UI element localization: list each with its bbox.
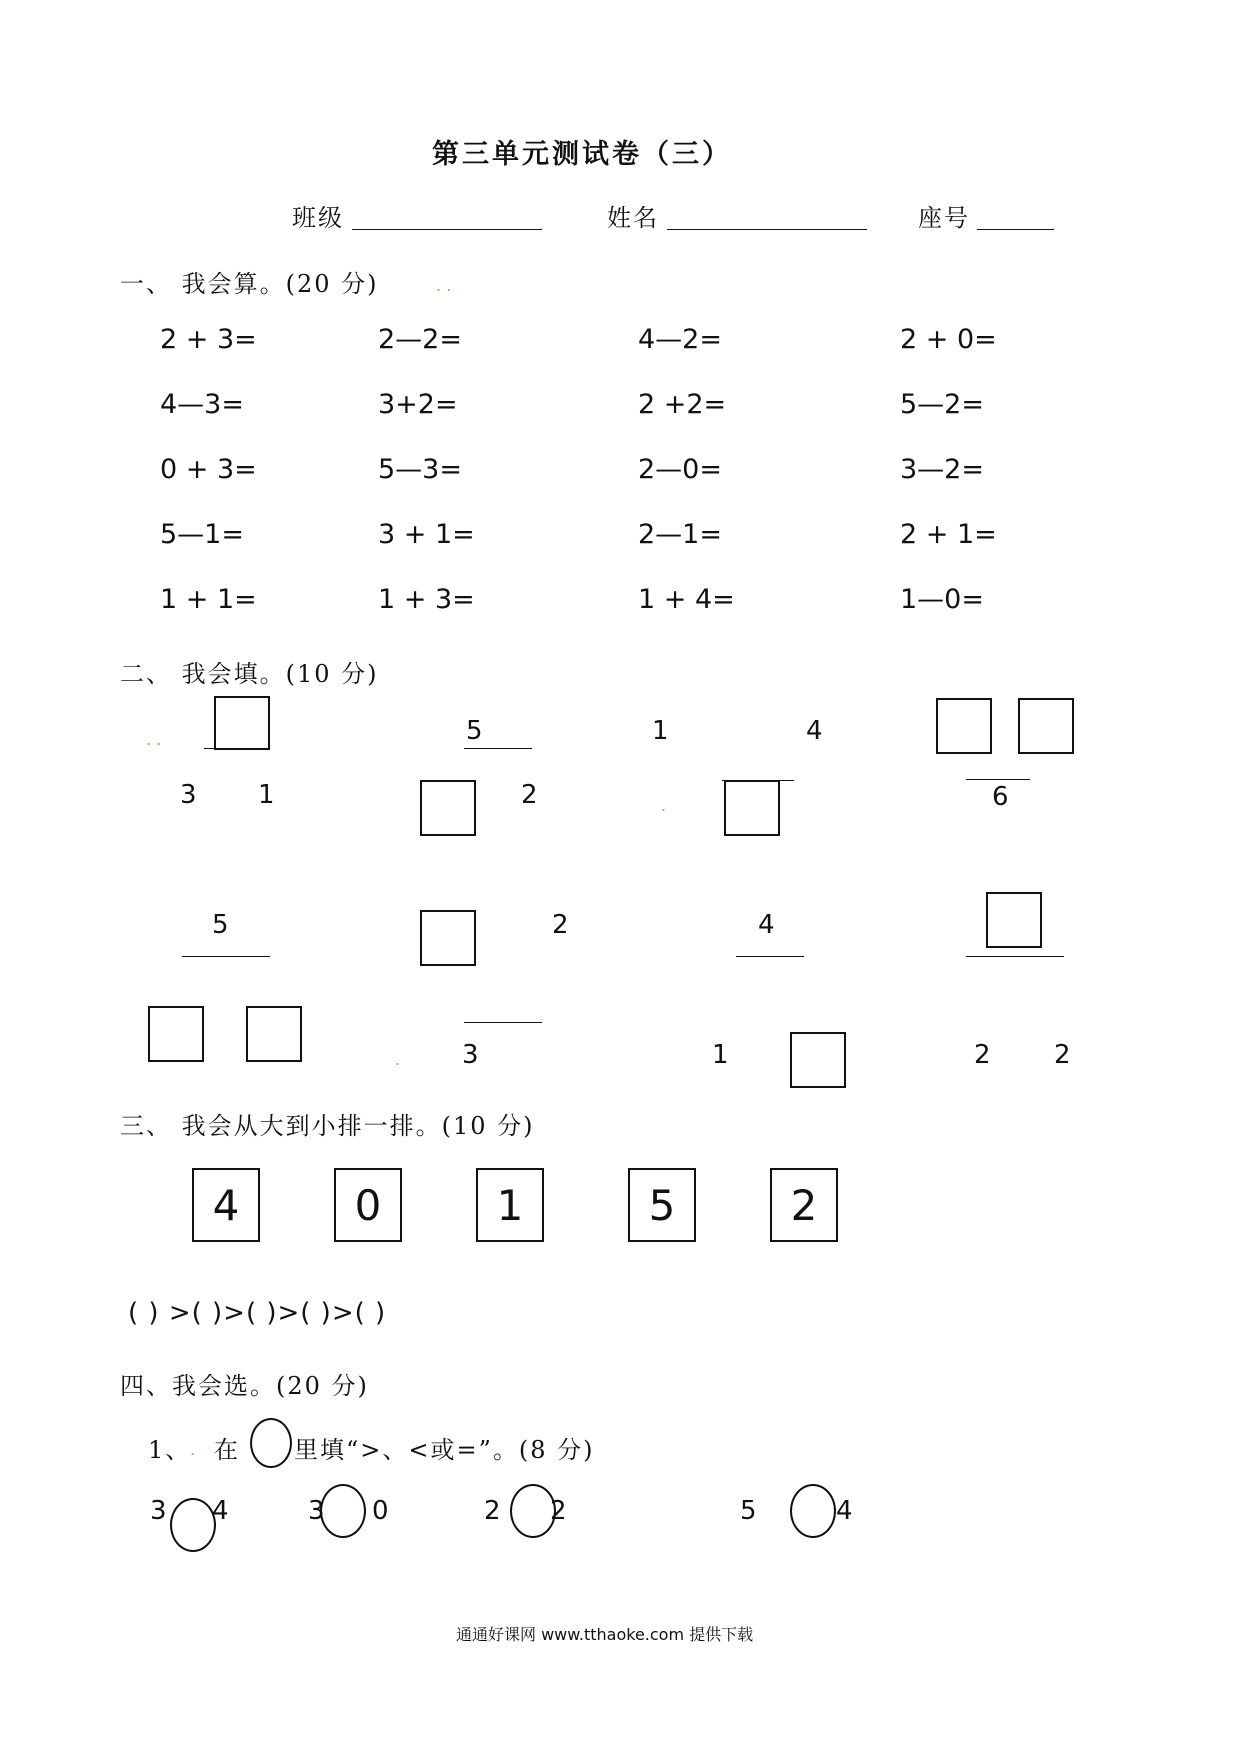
number: 4: [806, 716, 823, 746]
number: 2: [550, 1496, 567, 1526]
answer-box[interactable]: [148, 1006, 204, 1062]
answer-box[interactable]: [724, 780, 780, 836]
bond-line: [966, 956, 1064, 957]
number: 2: [521, 780, 538, 810]
class-label: 班级: [292, 204, 344, 232]
footer-source: 通通好课网 www.tthaoke.com 提供下载: [456, 1625, 754, 1644]
number: 2: [552, 910, 569, 940]
equation: 2 +2=: [638, 389, 727, 420]
equation: 1 + 3=: [378, 584, 475, 615]
number-card: 5: [628, 1168, 696, 1242]
question-text-pre: 在: [214, 1436, 240, 1464]
number: 4: [212, 1496, 229, 1526]
number: 3: [180, 780, 197, 810]
compare-circle[interactable]: [320, 1484, 366, 1538]
equation: 1 + 1=: [160, 584, 257, 615]
number: 0: [372, 1496, 389, 1526]
seat-label: 座号: [918, 204, 970, 232]
stray-mark: .: [661, 796, 667, 815]
number: 3: [308, 1496, 325, 1526]
section-3-heading: 三、 我会从大到小排一排。(10 分): [120, 1112, 535, 1140]
number: 5: [466, 716, 483, 746]
answer-box[interactable]: [420, 910, 476, 966]
name-label: 姓名: [607, 204, 659, 232]
number-card: 2: [770, 1168, 838, 1242]
equation: 5—1=: [160, 519, 244, 550]
number: 2: [484, 1496, 501, 1526]
equation: 4—3=: [160, 389, 244, 420]
equation: 0 + 3=: [160, 454, 257, 485]
question-text-post: 里填“>、<或=”。(8 分): [294, 1436, 595, 1464]
equation: 1 + 4=: [638, 584, 735, 615]
bond-line: [204, 748, 218, 749]
stray-mark: . .: [436, 276, 452, 295]
equation: 3+2=: [378, 389, 458, 420]
equation: 3 + 1=: [378, 519, 475, 550]
answer-box[interactable]: [1018, 698, 1074, 754]
equation: 4—2=: [638, 324, 722, 355]
number: 5: [212, 910, 229, 940]
equation: 2 + 1=: [900, 519, 997, 550]
stray-mark: .: [190, 1440, 196, 1459]
number: 5: [740, 1496, 757, 1526]
bond-line: [966, 779, 1030, 780]
bond-line: [464, 1022, 542, 1023]
number: 4: [836, 1496, 853, 1526]
compare-circle[interactable]: [790, 1484, 836, 1538]
compare-circle[interactable]: [170, 1498, 216, 1552]
equation: 5—2=: [900, 389, 984, 420]
equation: 2—0=: [638, 454, 722, 485]
bond-line: [182, 956, 270, 957]
number: 2: [974, 1040, 991, 1070]
bond-line: [736, 956, 804, 957]
number: 1: [652, 716, 669, 746]
number: 4: [758, 910, 775, 940]
seat-field[interactable]: [977, 229, 1054, 230]
number: 3: [150, 1496, 167, 1526]
number-card: 0: [334, 1168, 402, 1242]
number: 1: [712, 1040, 729, 1070]
equation: 5—3=: [378, 454, 462, 485]
bond-line: [464, 748, 532, 749]
answer-box[interactable]: [420, 780, 476, 836]
answer-box[interactable]: [246, 1006, 302, 1062]
class-field[interactable]: [352, 229, 542, 230]
section-1-heading: 一、 我会算。(20 分): [120, 270, 379, 298]
number: 6: [992, 782, 1009, 812]
circle-symbol: [250, 1418, 292, 1468]
answer-box[interactable]: [214, 696, 270, 750]
stray-mark: .: [395, 1050, 401, 1069]
name-field[interactable]: [667, 229, 867, 230]
number: 3: [462, 1040, 479, 1070]
ordering-answer-line[interactable]: ( ) >( )>( )>( )>( ): [128, 1298, 387, 1328]
section-2-heading: 二、 我会填。(10 分): [120, 660, 379, 688]
question-number: 1、: [148, 1436, 192, 1464]
equation: 2 + 3=: [160, 324, 257, 355]
equation: 2—2=: [378, 324, 462, 355]
answer-box[interactable]: [790, 1032, 846, 1088]
equation: 3—2=: [900, 454, 984, 485]
page-title: 第三单元测试卷（三）: [432, 139, 732, 170]
stray-mark: . .: [146, 730, 162, 749]
answer-box[interactable]: [986, 892, 1042, 948]
equation: 2—1=: [638, 519, 722, 550]
number-card: 4: [192, 1168, 260, 1242]
equation: 2 + 0=: [900, 324, 997, 355]
number-card: 1: [476, 1168, 544, 1242]
number: 1: [258, 780, 275, 810]
equation: 1—0=: [900, 584, 984, 615]
section-4-heading: 四、我会选。(20 分): [120, 1372, 369, 1400]
answer-box[interactable]: [936, 698, 992, 754]
number: 2: [1054, 1040, 1071, 1070]
